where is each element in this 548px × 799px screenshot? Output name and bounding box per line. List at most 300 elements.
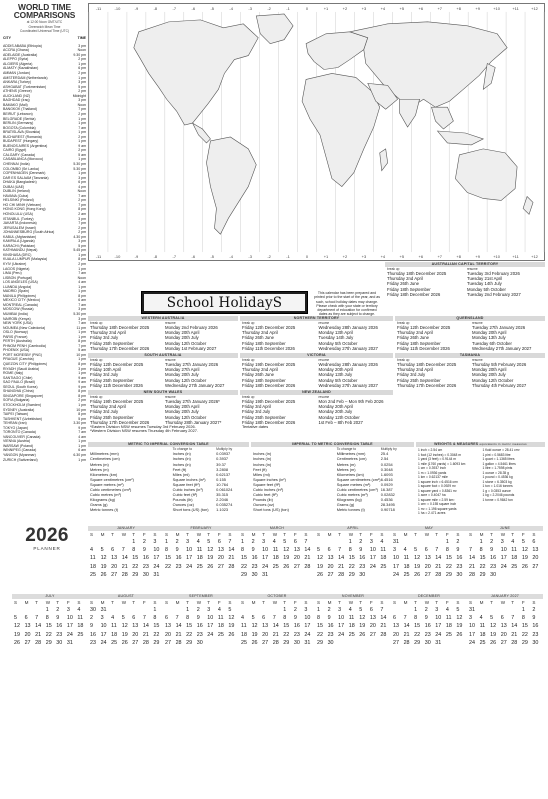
- city-time: 1 pm: [78, 139, 86, 144]
- city-time: 1 pm: [78, 357, 86, 362]
- day-cell: 13: [132, 623, 139, 630]
- day-cell: 27: [165, 639, 171, 646]
- day-cell: 12: [414, 555, 421, 562]
- city-name: QUEZON CITY (Philippines): [3, 362, 48, 367]
- holiday-panel-note: *Eastern Division NSW resumes Tuesday 3rd February 2026.: [90, 423, 196, 429]
- day-cell: 6: [393, 615, 396, 622]
- day-cell: 1: [241, 539, 244, 545]
- day-cell: 4: [111, 615, 115, 622]
- day-cell: 8: [521, 615, 525, 622]
- day-cell: 28: [435, 571, 442, 578]
- resume-date: Wednesday 27th January 2027: [318, 345, 378, 351]
- central-america-land: [193, 123, 211, 143]
- day-cell: 13: [393, 623, 399, 630]
- conv-multiply: 0.02832: [380, 491, 395, 497]
- day-cell: 23: [251, 563, 258, 570]
- day-header: M: [175, 532, 180, 537]
- day-cell: 23: [532, 631, 539, 638]
- city-name: COLOMBO (Sri Lanka): [3, 166, 39, 171]
- city-name: BAMAKO (Mali): [3, 102, 28, 107]
- day-cell: 24: [186, 563, 193, 570]
- resume-date: Monday 13th July: [318, 372, 353, 378]
- day-cell: 2: [90, 615, 93, 622]
- city-time: 5.30 pm: [73, 312, 86, 317]
- day-cell: 10: [304, 615, 311, 622]
- day-cell: 3: [304, 607, 308, 613]
- day-cell: 6: [327, 547, 331, 554]
- day-cell: 7: [435, 547, 439, 554]
- break-up-label: break up: [397, 357, 410, 362]
- day-cell: 9: [490, 547, 494, 554]
- break-up-column: [88, 396, 163, 425]
- conv-to: Kilometres (km): [336, 471, 364, 477]
- conv-from: Miles (mi): [253, 471, 270, 477]
- world-time-subtitle-3: Coordinated Universal Time (UTC): [20, 29, 69, 34]
- day-cell: 10: [66, 615, 73, 622]
- madagascar-land: [380, 149, 388, 171]
- weights-measure-item: 1 cm² = 0.155 square inch: [418, 502, 457, 506]
- time-zone-label: +11: [512, 254, 519, 260]
- city-name: PHOENIX (USA): [3, 348, 30, 353]
- day-cell: 6: [532, 539, 536, 545]
- city-name: TEHRAN (Iran): [3, 421, 27, 426]
- day-cell: 21: [403, 631, 410, 638]
- resume-date: Thursday 5th February 2026: [472, 362, 527, 368]
- day-cell: 14: [338, 555, 345, 562]
- day-header: T: [338, 600, 341, 605]
- city-name: MANILA (Philippines): [3, 293, 37, 298]
- day-cell: 26: [251, 639, 258, 646]
- day-cell: 16: [175, 555, 182, 562]
- day-cell: 20: [165, 631, 171, 638]
- weights-measures-table: [416, 442, 545, 520]
- city-time: 2 pm: [78, 134, 86, 139]
- day-cell: 15: [283, 623, 290, 630]
- day-cell: 7: [511, 615, 515, 622]
- calendar-month: [12, 594, 88, 658]
- day-cell: 24: [435, 631, 442, 638]
- conv-multiply: 39.37: [216, 461, 226, 467]
- day-cell: 25: [403, 571, 410, 578]
- conv-multiply: 0.035274: [216, 501, 233, 507]
- day-cell: 15: [186, 623, 193, 630]
- conv-to: Miles (mi): [172, 471, 190, 477]
- city-name: DHAKA (Bangladesh): [3, 180, 37, 185]
- day-cell: 7: [469, 547, 472, 554]
- resume-label: resume: [472, 357, 483, 362]
- city-time: 8 pm: [78, 412, 86, 417]
- day-cell: 1: [186, 607, 190, 613]
- weights-measures-left: [416, 448, 481, 516]
- day-cell: 23: [424, 631, 431, 638]
- day-cell: 14: [403, 623, 410, 630]
- city-time: 9 pm: [78, 425, 86, 430]
- city-time: 1 pm: [78, 116, 86, 121]
- day-cell: 23: [142, 563, 149, 570]
- day-cell: 4: [196, 539, 200, 545]
- day-cell: 7: [380, 607, 384, 613]
- day-cell: 5: [317, 547, 320, 554]
- break-up-column: [88, 359, 163, 388]
- city-name: BUCHAREST (Romania): [3, 134, 42, 139]
- month-grid: [315, 532, 391, 579]
- conv-to: Kilograms (kg): [336, 496, 362, 502]
- resume-date: Tuesday 6th October: [472, 340, 512, 346]
- month-grid: [391, 600, 467, 647]
- day-cell: 27: [500, 639, 507, 646]
- month-grid: [391, 532, 467, 579]
- day-cell: 23: [456, 563, 463, 570]
- day-header: S: [90, 532, 94, 537]
- day-cell: 31: [304, 639, 311, 646]
- break-up-date: Friday 3rd April: [242, 404, 271, 410]
- city-name: COPENHAGEN (Denmark): [3, 171, 46, 176]
- day-header: S: [532, 600, 536, 605]
- holiday-panel-columns: [88, 322, 238, 351]
- month-grid: [315, 600, 391, 647]
- city-name: DUBLIN (Ireland): [3, 189, 30, 194]
- day-cell: [501, 571, 512, 579]
- imp-hdr-to: To change to: [172, 447, 193, 451]
- day-cell: 12: [283, 547, 290, 554]
- day-cell: 31: [435, 639, 442, 646]
- conv-from: Kilograms (kg): [90, 496, 116, 502]
- city-name: HONG KONG (Hong Kong): [3, 207, 46, 212]
- day-cell: 22: [445, 563, 452, 570]
- day-cell: 22: [186, 631, 193, 638]
- day-cell: 26: [14, 639, 20, 646]
- day-cell: 23: [90, 639, 96, 646]
- day-cell: 28: [304, 563, 311, 570]
- day-cell: 26: [283, 563, 290, 570]
- day-header: S: [304, 532, 308, 537]
- city-time: 8 pm: [78, 339, 86, 344]
- city-time: 2 pm: [78, 398, 86, 403]
- day-cell: 20: [293, 555, 300, 562]
- day-cell: 30: [142, 571, 149, 578]
- city-name: SOFIA (Bulgaria): [3, 398, 30, 403]
- calendar-month: [315, 526, 391, 590]
- day-cell: 7: [228, 539, 232, 545]
- time-zone-label: -5: [210, 5, 214, 11]
- city-name: BERLIN (Germany): [3, 121, 34, 126]
- resume-date: Tuesday 27th January 2026*: [165, 399, 220, 405]
- month-name: OCTOBER: [239, 594, 315, 599]
- day-header: T: [435, 532, 439, 537]
- day-header: S: [469, 600, 473, 605]
- conv-from: Square feet (ft²): [253, 481, 281, 487]
- month-grid: [163, 532, 239, 571]
- logo-text: School HolidayS: [166, 294, 283, 311]
- city-name: LUANDA (Angola): [3, 284, 32, 289]
- day-header: S: [469, 532, 473, 537]
- break-up-date: Friday 12th December 2025: [90, 362, 144, 368]
- day-cell: 10: [100, 623, 107, 630]
- holiday-panel-note: Tentative dates: [242, 423, 269, 429]
- day-header: S: [532, 532, 536, 537]
- day-cell: 1: [283, 607, 287, 613]
- day-cell: 27: [262, 639, 269, 646]
- day-header: F: [293, 600, 297, 605]
- calendar-month: [467, 526, 543, 590]
- time-zone-label: -6: [191, 5, 196, 11]
- holiday-panel-title: WESTERN AUSTRALIA: [88, 316, 238, 321]
- conv-to: Grams (g): [336, 501, 355, 507]
- day-cell: 15: [132, 555, 139, 562]
- city-name: CAIRO (Egypt): [3, 148, 27, 153]
- day-header: T: [490, 532, 493, 537]
- calendar-month: [239, 594, 315, 658]
- day-cell: 4: [479, 615, 483, 622]
- day-cell: 26: [228, 631, 235, 638]
- break-up-date: Friday 3rd July: [90, 372, 119, 378]
- conv-multiply: 6.4516: [380, 476, 393, 482]
- day-cell: 4: [403, 547, 407, 554]
- break-up-date: Friday 3rd July: [90, 409, 119, 415]
- resume-column: [470, 322, 545, 351]
- city-time: 4.30 pm: [73, 234, 86, 239]
- time-zone-label: -4: [229, 5, 233, 11]
- city-name: BAGHDAD (Iraq): [3, 98, 30, 103]
- day-cell: 22: [317, 631, 323, 638]
- month-name: MARCH: [239, 526, 315, 531]
- city-time: 3 pm: [78, 98, 86, 103]
- conv-to: Cubic centimetres (cm³): [336, 486, 379, 492]
- day-header: M: [100, 600, 105, 605]
- break-up-date: Thursday 2nd April: [90, 404, 126, 410]
- wm-title-text: WEIGHTS & MEASURES: [434, 442, 479, 446]
- holiday-panel-columns: [385, 268, 545, 297]
- day-cell: 21: [272, 631, 279, 638]
- month-name: JULY: [12, 594, 88, 599]
- weights-measure-item: 1 cm = 0.3937 inch: [418, 466, 446, 470]
- holiday-panel-columns: [240, 359, 393, 388]
- day-cell: 7: [272, 615, 276, 622]
- day-cell: 5: [100, 547, 104, 554]
- day-header: W: [45, 600, 51, 605]
- resume-date: Monday 12th October: [165, 414, 207, 420]
- city-name: AMSTERDAM (Netherlands): [3, 75, 48, 80]
- break-up-column: [395, 322, 470, 351]
- resume-column: [317, 359, 394, 388]
- resume-column: [163, 396, 238, 425]
- weights-measure-item: 1 mile (1760 yards) = 1.6093 km: [418, 461, 466, 466]
- day-cell: 3: [393, 547, 396, 554]
- break-up-date: Friday 25th September: [90, 340, 134, 346]
- day-cell: [338, 639, 349, 647]
- day-header: S: [77, 600, 81, 605]
- day-header: T: [111, 532, 114, 537]
- day-cell: 19: [283, 555, 290, 562]
- day-cell: 5: [228, 607, 232, 613]
- resume-date: Monday 12th October: [165, 377, 207, 383]
- city-time: 1 pm: [78, 252, 86, 257]
- city-name: CASABLANCA (Morocco): [3, 157, 44, 162]
- city-time: 7 pm: [78, 202, 86, 207]
- city-name: MADRID (Spain): [3, 289, 30, 294]
- world-time-zone-map: [88, 3, 545, 261]
- break-up-date: Friday 18th December 2026: [242, 419, 296, 425]
- time-zone-label: +10: [493, 5, 500, 11]
- day-cell: 10: [393, 555, 399, 562]
- day-cell: 30: [490, 571, 497, 578]
- day-cell: 31: [393, 539, 399, 545]
- day-cell: 10: [153, 547, 160, 554]
- day-header: W: [272, 532, 278, 537]
- north-america-land: [134, 20, 258, 125]
- day-cell: 8: [186, 615, 190, 622]
- city-name: PERTH (Australia): [3, 339, 32, 344]
- resume-date: Monday 20th April: [165, 404, 200, 410]
- day-cell: 26: [521, 563, 528, 570]
- day-cell: [404, 606, 415, 614]
- day-cell: [446, 639, 457, 647]
- conv-to: Feet (ft): [172, 466, 187, 472]
- day-header: T: [56, 600, 60, 605]
- day-cell: 16: [56, 623, 63, 630]
- day-cell: [469, 538, 480, 546]
- day-cell: 20: [532, 555, 539, 562]
- day-cell: 29: [317, 639, 323, 646]
- day-cell: 10: [435, 615, 442, 622]
- day-cell: 29: [153, 639, 160, 646]
- day-cell: 26: [121, 639, 128, 646]
- break-up-date: Thursday 18th December 2025: [90, 325, 150, 331]
- day-cell: 11: [380, 547, 387, 554]
- day-header: S: [153, 532, 157, 537]
- calendar-month: [163, 526, 239, 590]
- day-cell: 13: [217, 547, 224, 554]
- day-cell: 9: [532, 615, 536, 622]
- day-cell: 15: [479, 555, 486, 562]
- day-cell: 25: [511, 563, 518, 570]
- day-cell: 16: [359, 555, 366, 562]
- break-up-date: Friday 3rd July: [397, 372, 426, 378]
- day-header: W: [500, 532, 506, 537]
- conv-multiply: 0.0929: [380, 481, 393, 487]
- city-time: 1 pm: [78, 443, 86, 448]
- weights-measure-item: 1 fluid ounce = 28.41 cm³: [482, 448, 520, 452]
- day-cell: 1: [317, 607, 320, 613]
- resume-date: Monday 20th July: [165, 335, 199, 341]
- day-cell: 1: [479, 539, 483, 545]
- day-cell: 2: [196, 607, 200, 613]
- city-time: 1 pm: [78, 330, 86, 335]
- day-cell: 17: [100, 631, 107, 638]
- day-cell: 12: [317, 555, 323, 562]
- day-cell: 20: [327, 563, 334, 570]
- city-name: PRAGUE (Czechia): [3, 357, 34, 362]
- city-name: RIYADH (Saudi Arabia): [3, 366, 40, 371]
- day-cell: 1: [348, 539, 352, 545]
- weights-measures-title: [416, 442, 545, 447]
- day-header: M: [251, 600, 256, 605]
- day-cell: 21: [142, 631, 149, 638]
- time-zone-label: -9: [134, 5, 139, 11]
- weights-measure-item: 1 tonne = 0.9842 ton: [482, 497, 513, 502]
- day-cell: 29: [414, 639, 421, 646]
- conv-multiply: 16.387: [380, 486, 393, 492]
- day-cell: 24: [393, 571, 399, 578]
- day-cell: 24: [469, 639, 475, 646]
- day-header: S: [241, 532, 245, 537]
- day-header: F: [369, 600, 373, 605]
- day-cell: 28: [380, 631, 387, 638]
- resume-date: Tuesday 27th January 2026: [165, 362, 219, 368]
- day-cell: 25: [217, 631, 224, 638]
- day-header: T: [262, 532, 265, 537]
- resume-date: Monday 5th October: [318, 340, 358, 346]
- conv-to: Cubic feet (ft³): [172, 491, 198, 497]
- city-time: 2 pm: [78, 230, 86, 235]
- month-grid: [239, 600, 315, 647]
- day-cell: 25: [445, 631, 452, 638]
- day-cell: 8: [317, 615, 320, 622]
- city-header: CITY: [3, 36, 11, 41]
- break-up-date: Thursday 2nd April: [397, 330, 433, 336]
- day-cell: 17: [304, 623, 311, 630]
- break-up-date: Friday 18th December 2026: [387, 291, 441, 297]
- day-cell: 22: [153, 631, 160, 638]
- break-up-label: break up: [242, 357, 255, 362]
- city-name: SEOUL (South Korea): [3, 384, 38, 389]
- day-cell: 9: [175, 547, 179, 554]
- day-header: W: [121, 532, 127, 537]
- day-header: T: [435, 600, 439, 605]
- day-cell: 12: [121, 623, 128, 630]
- break-up-date: Friday 11th December 2026: [90, 382, 143, 388]
- conv-to: Millimetres (mm): [336, 451, 366, 457]
- day-cell: 27: [217, 563, 224, 570]
- day-cell: 10: [338, 615, 345, 622]
- break-up-date: Friday 10th April: [90, 367, 122, 373]
- month-grid: [467, 532, 543, 579]
- resume-date: Monday 20th April: [472, 367, 507, 373]
- day-cell: [425, 538, 436, 546]
- city-name: LOS ANGELES (USA): [3, 280, 38, 285]
- day-cell: 13: [24, 623, 31, 630]
- time-zone-label: +6: [418, 5, 424, 11]
- city-time: 1 pm: [78, 289, 86, 294]
- day-cell: 12: [207, 547, 214, 554]
- city-name: CALGARY (Canada): [3, 152, 36, 157]
- day-cell: 9: [359, 547, 363, 554]
- day-cell: 19: [251, 631, 258, 638]
- time-zone-label: +9: [475, 5, 480, 11]
- time-zone-label: +4: [380, 5, 386, 11]
- city-list: [3, 44, 86, 462]
- day-cell: 11: [111, 623, 117, 630]
- time-zone-label: +3: [361, 254, 367, 260]
- day-header: T: [511, 600, 515, 605]
- day-header: T: [132, 532, 136, 537]
- city-time: 11 pm: [76, 325, 86, 330]
- day-header: F: [521, 600, 525, 605]
- day-cell: 28: [121, 571, 128, 578]
- conv-from: Square centimetres (cm²): [90, 476, 134, 482]
- weights-measure-item: 1 square yard = 0.8361 m²: [418, 488, 457, 493]
- break-up-date: Thursday 2nd April: [397, 367, 433, 373]
- city-time: 7 am: [78, 430, 86, 435]
- time-zone-label: +12: [531, 254, 538, 260]
- day-header: T: [283, 532, 287, 537]
- day-cell: 3: [469, 615, 472, 622]
- day-cell: 28: [469, 571, 475, 578]
- day-cell: 22: [165, 563, 171, 570]
- city-time: 1 pm: [78, 130, 86, 135]
- time-zone-label: +3: [361, 5, 367, 11]
- conv-multiply: 0.62137: [216, 471, 231, 477]
